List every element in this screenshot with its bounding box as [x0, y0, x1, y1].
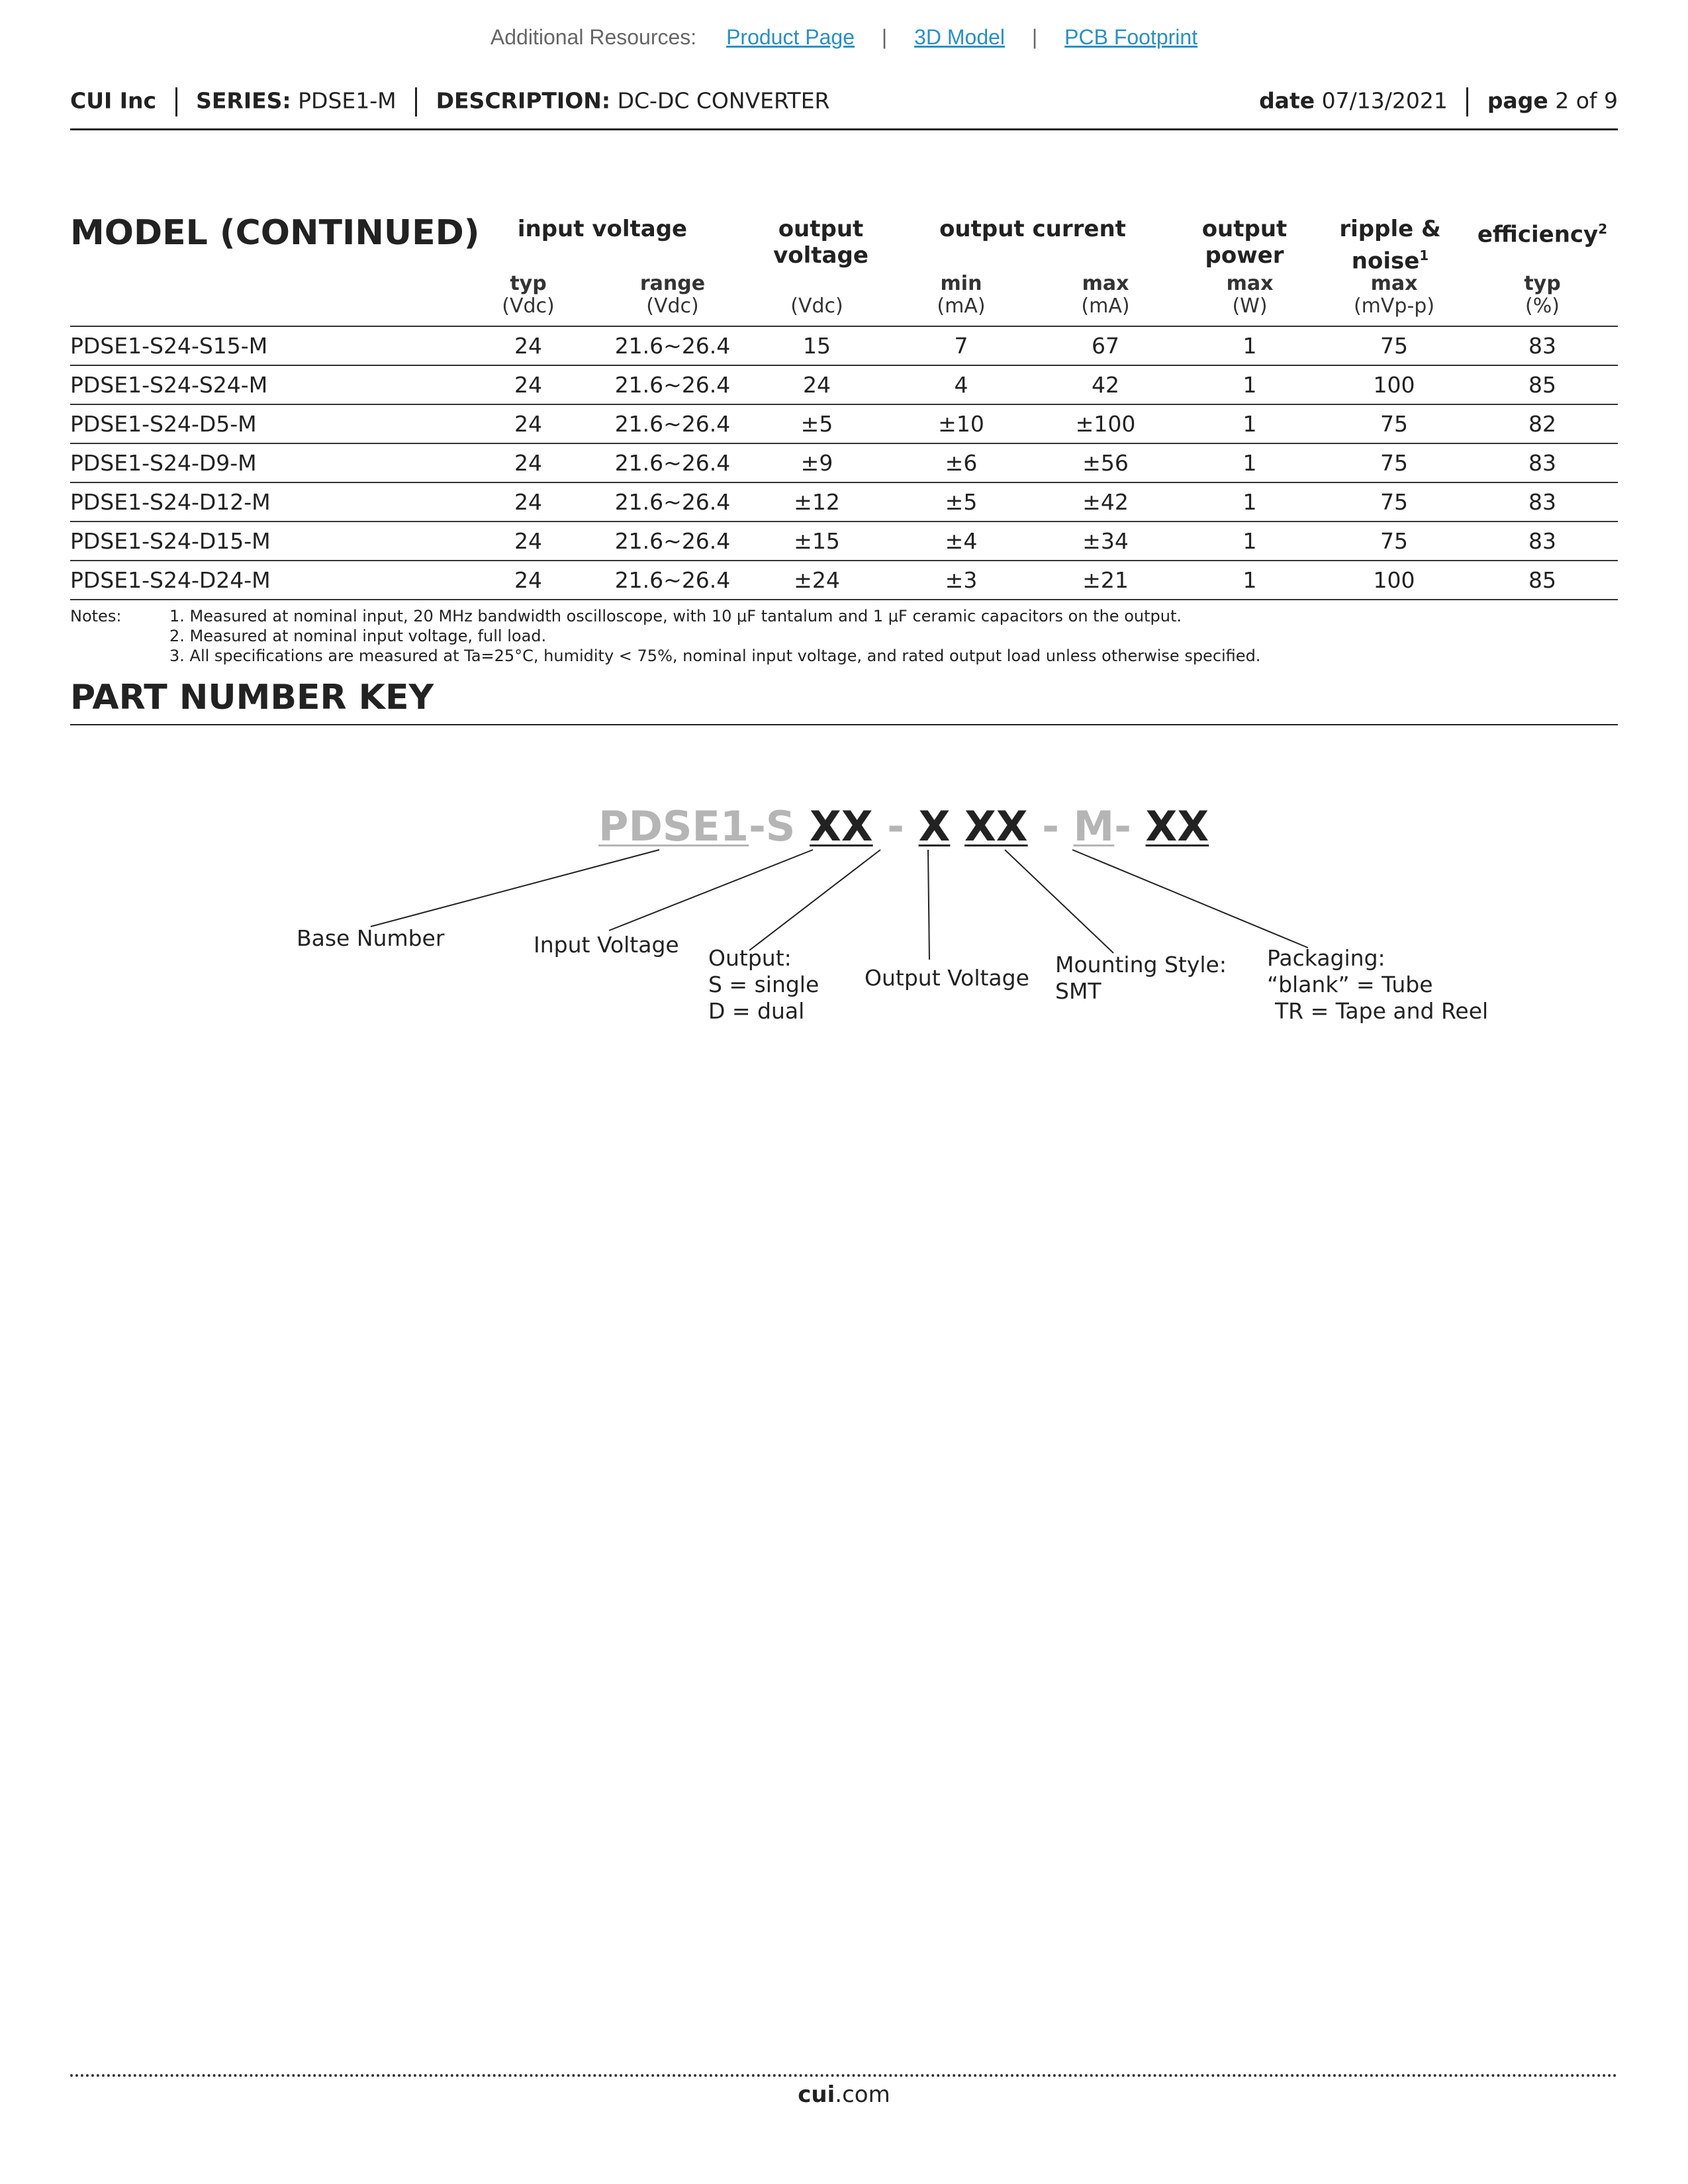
- table-cell: 75: [1380, 333, 1408, 359]
- description-value: DC-DC CONVERTER: [617, 87, 830, 114]
- table-cell: ±21: [1082, 567, 1129, 593]
- pn-base: PDSE1: [598, 802, 749, 850]
- date-label: date: [1259, 87, 1315, 114]
- col-group-input-voltage: input voltage: [517, 216, 688, 242]
- table-cell: 75: [1380, 411, 1408, 437]
- col-subheader: max (mA): [1081, 272, 1130, 318]
- table-cell: 85: [1528, 567, 1556, 593]
- leader-line-packaging: [1072, 850, 1308, 948]
- table-cell: 83: [1528, 528, 1556, 554]
- series-value: PDSE1-M: [298, 87, 397, 114]
- label-mounting-style: Mounting Style: SMT: [1055, 952, 1227, 1004]
- resources-label: Additional Resources:: [490, 25, 697, 49]
- table-cell: 24: [514, 450, 542, 476]
- model-name-cell: PDSE1-S24-S24-M: [70, 372, 268, 398]
- table-cell: 21.6~26.4: [614, 372, 731, 398]
- series-label: SERIES:: [196, 87, 291, 114]
- table-cell: ±9: [800, 450, 833, 476]
- table-cell: 1: [1243, 333, 1257, 359]
- table-cell: 21.6~26.4: [614, 528, 731, 554]
- table-cell: ±3: [945, 567, 978, 593]
- table-cell: ±56: [1082, 450, 1129, 476]
- table-cell: 1: [1243, 567, 1257, 593]
- description-label: DESCRIPTION:: [436, 87, 611, 114]
- label-output-voltage: Output Voltage: [865, 965, 1029, 991]
- table-cell: ±42: [1082, 489, 1129, 515]
- table-cell: ±100: [1075, 411, 1136, 437]
- leader-line-mount: [1005, 850, 1113, 953]
- col-subheader: typ (Vdc): [502, 272, 555, 318]
- pn-output-type: X: [918, 802, 951, 850]
- table-cell: ±5: [945, 489, 978, 515]
- table-cell: 24: [514, 333, 542, 359]
- table-cell: 1: [1243, 372, 1257, 398]
- table-cell: 7: [954, 333, 968, 359]
- model-name-cell: PDSE1-S24-D15-M: [70, 528, 271, 554]
- pn-mount: M: [1073, 802, 1115, 850]
- table-cell: 100: [1373, 372, 1415, 398]
- table-cell: 24: [514, 489, 542, 515]
- footer: [0, 2081, 1688, 2108]
- table-cell: 75: [1380, 528, 1408, 554]
- model-name-cell: PDSE1-S24-D24-M: [70, 567, 271, 593]
- table-cell: ±6: [945, 450, 978, 476]
- pn-dash: -: [1042, 802, 1059, 850]
- table-cell: ±5: [800, 411, 833, 437]
- table-cell: 24: [514, 567, 542, 593]
- leader-line-input: [609, 850, 813, 931]
- table-cell: 100: [1373, 567, 1415, 593]
- table-cell: 1: [1243, 450, 1257, 476]
- model-name-cell: PDSE1-S24-D12-M: [70, 489, 271, 515]
- company-name: CUI Inc: [70, 87, 157, 114]
- col-group-output-current: output current: [939, 216, 1126, 242]
- table-cell: 24: [514, 528, 542, 554]
- footer-domain: .com: [835, 2081, 890, 2108]
- table-cell: 67: [1092, 333, 1119, 359]
- col-subheader: max (W): [1226, 272, 1274, 318]
- model-section-title: MODEL (CONTINUED): [70, 213, 480, 253]
- col-subheader: range (Vdc): [639, 272, 706, 318]
- pn-packaging: XX: [1145, 802, 1209, 850]
- col-subheader: (Vdc): [790, 295, 843, 318]
- model-name-cell: PDSE1-S24-D9-M: [70, 450, 257, 476]
- resources-separator: |: [881, 25, 888, 49]
- col-group-output-voltage: output voltage: [773, 216, 868, 269]
- table-cell: 75: [1380, 450, 1408, 476]
- date-value: 07/13/2021: [1321, 87, 1448, 114]
- col-group-output-power: output power: [1201, 216, 1288, 269]
- table-cell: 85: [1528, 372, 1556, 398]
- col-group-ripple-noise: ripple & noise$^1$: [1339, 216, 1441, 275]
- table-cell: ±4: [945, 528, 978, 554]
- pn-dash: -: [887, 802, 904, 850]
- model-name-cell: PDSE1-S24-S15-M: [70, 333, 268, 359]
- table-cell: 83: [1528, 333, 1556, 359]
- table-cell: 21.6~26.4: [614, 489, 731, 515]
- notes-label: Notes:: [70, 607, 122, 625]
- table-cell: 1: [1243, 528, 1257, 554]
- note-1: 1. Measured at nominal input, 20 MHz bandwidth oscilloscope, with 10 μF tantalum and 1 μF ceramic capacitors on the output.: [169, 607, 1182, 625]
- table-cell: 82: [1528, 411, 1556, 437]
- col-subheader: max (mVp-p): [1353, 272, 1435, 318]
- table-cell: 24: [514, 372, 542, 398]
- leader-line-output: [749, 850, 880, 950]
- model-name-cell: PDSE1-S24-D5-M: [70, 411, 257, 437]
- note-3: 3. All specifications are measured at Ta=25°C, humidity < 75%, nominal input voltage, and rated output load unless otherwise specified.: [169, 647, 1261, 665]
- col-subheader: min (mA): [937, 272, 986, 318]
- table-cell: 24: [514, 411, 542, 437]
- part-key-title: PART NUMBER KEY: [70, 678, 434, 717]
- col-group-efficiency: efficiency$^2$: [1477, 221, 1608, 248]
- table-cell: 15: [803, 333, 831, 359]
- col-subheader: typ (%): [1524, 272, 1561, 318]
- label-input-voltage: Input Voltage: [534, 932, 679, 958]
- pn-dash: -: [1114, 802, 1131, 850]
- label-output: Output: S = single D = dual: [708, 945, 820, 1024]
- table-cell: ±12: [794, 489, 840, 515]
- table-cell: 83: [1528, 489, 1556, 515]
- page-value: 2 of 9: [1555, 87, 1618, 114]
- pcb-footprint-link[interactable]: PCB Footprint: [1064, 25, 1198, 49]
- label-packaging: Packaging: “blank” = Tube TR = Tape and Reel: [1267, 945, 1489, 1024]
- label-base-number: Base Number: [297, 925, 445, 951]
- table-cell: 21.6~26.4: [614, 450, 731, 476]
- table-cell: 42: [1092, 372, 1119, 398]
- footer-rule: [70, 2074, 1618, 2077]
- leader-line-output-voltage: [928, 850, 929, 960]
- product-page-link[interactable]: Product Page: [726, 25, 855, 49]
- table-cell: 83: [1528, 450, 1556, 476]
- table-cell: ±10: [938, 411, 984, 437]
- 3d-model-link[interactable]: 3D Model: [914, 25, 1006, 49]
- table-cell: 75: [1380, 489, 1408, 515]
- table-cell: 24: [803, 372, 831, 398]
- table-cell: 21.6~26.4: [614, 567, 731, 593]
- table-cell: 4: [954, 372, 968, 398]
- pn-dash-s: -S: [749, 802, 796, 850]
- pn-input: XX: [810, 802, 873, 850]
- table-cell: ±15: [794, 528, 840, 554]
- note-2: 2. Measured at nominal input voltage, full load.: [169, 627, 547, 645]
- table-cell: ±34: [1082, 528, 1129, 554]
- table-cell: ±24: [794, 567, 840, 593]
- footer-brand: cui: [798, 2081, 835, 2108]
- table-cell: 21.6~26.4: [614, 411, 731, 437]
- table-cell: 1: [1243, 489, 1257, 515]
- resources-separator: |: [1031, 25, 1038, 49]
- leader-line-base: [371, 850, 659, 927]
- page-label: page: [1487, 87, 1548, 114]
- pn-output-voltage: XX: [964, 802, 1028, 850]
- table-cell: 21.6~26.4: [614, 333, 731, 359]
- table-cell: 1: [1243, 411, 1257, 437]
